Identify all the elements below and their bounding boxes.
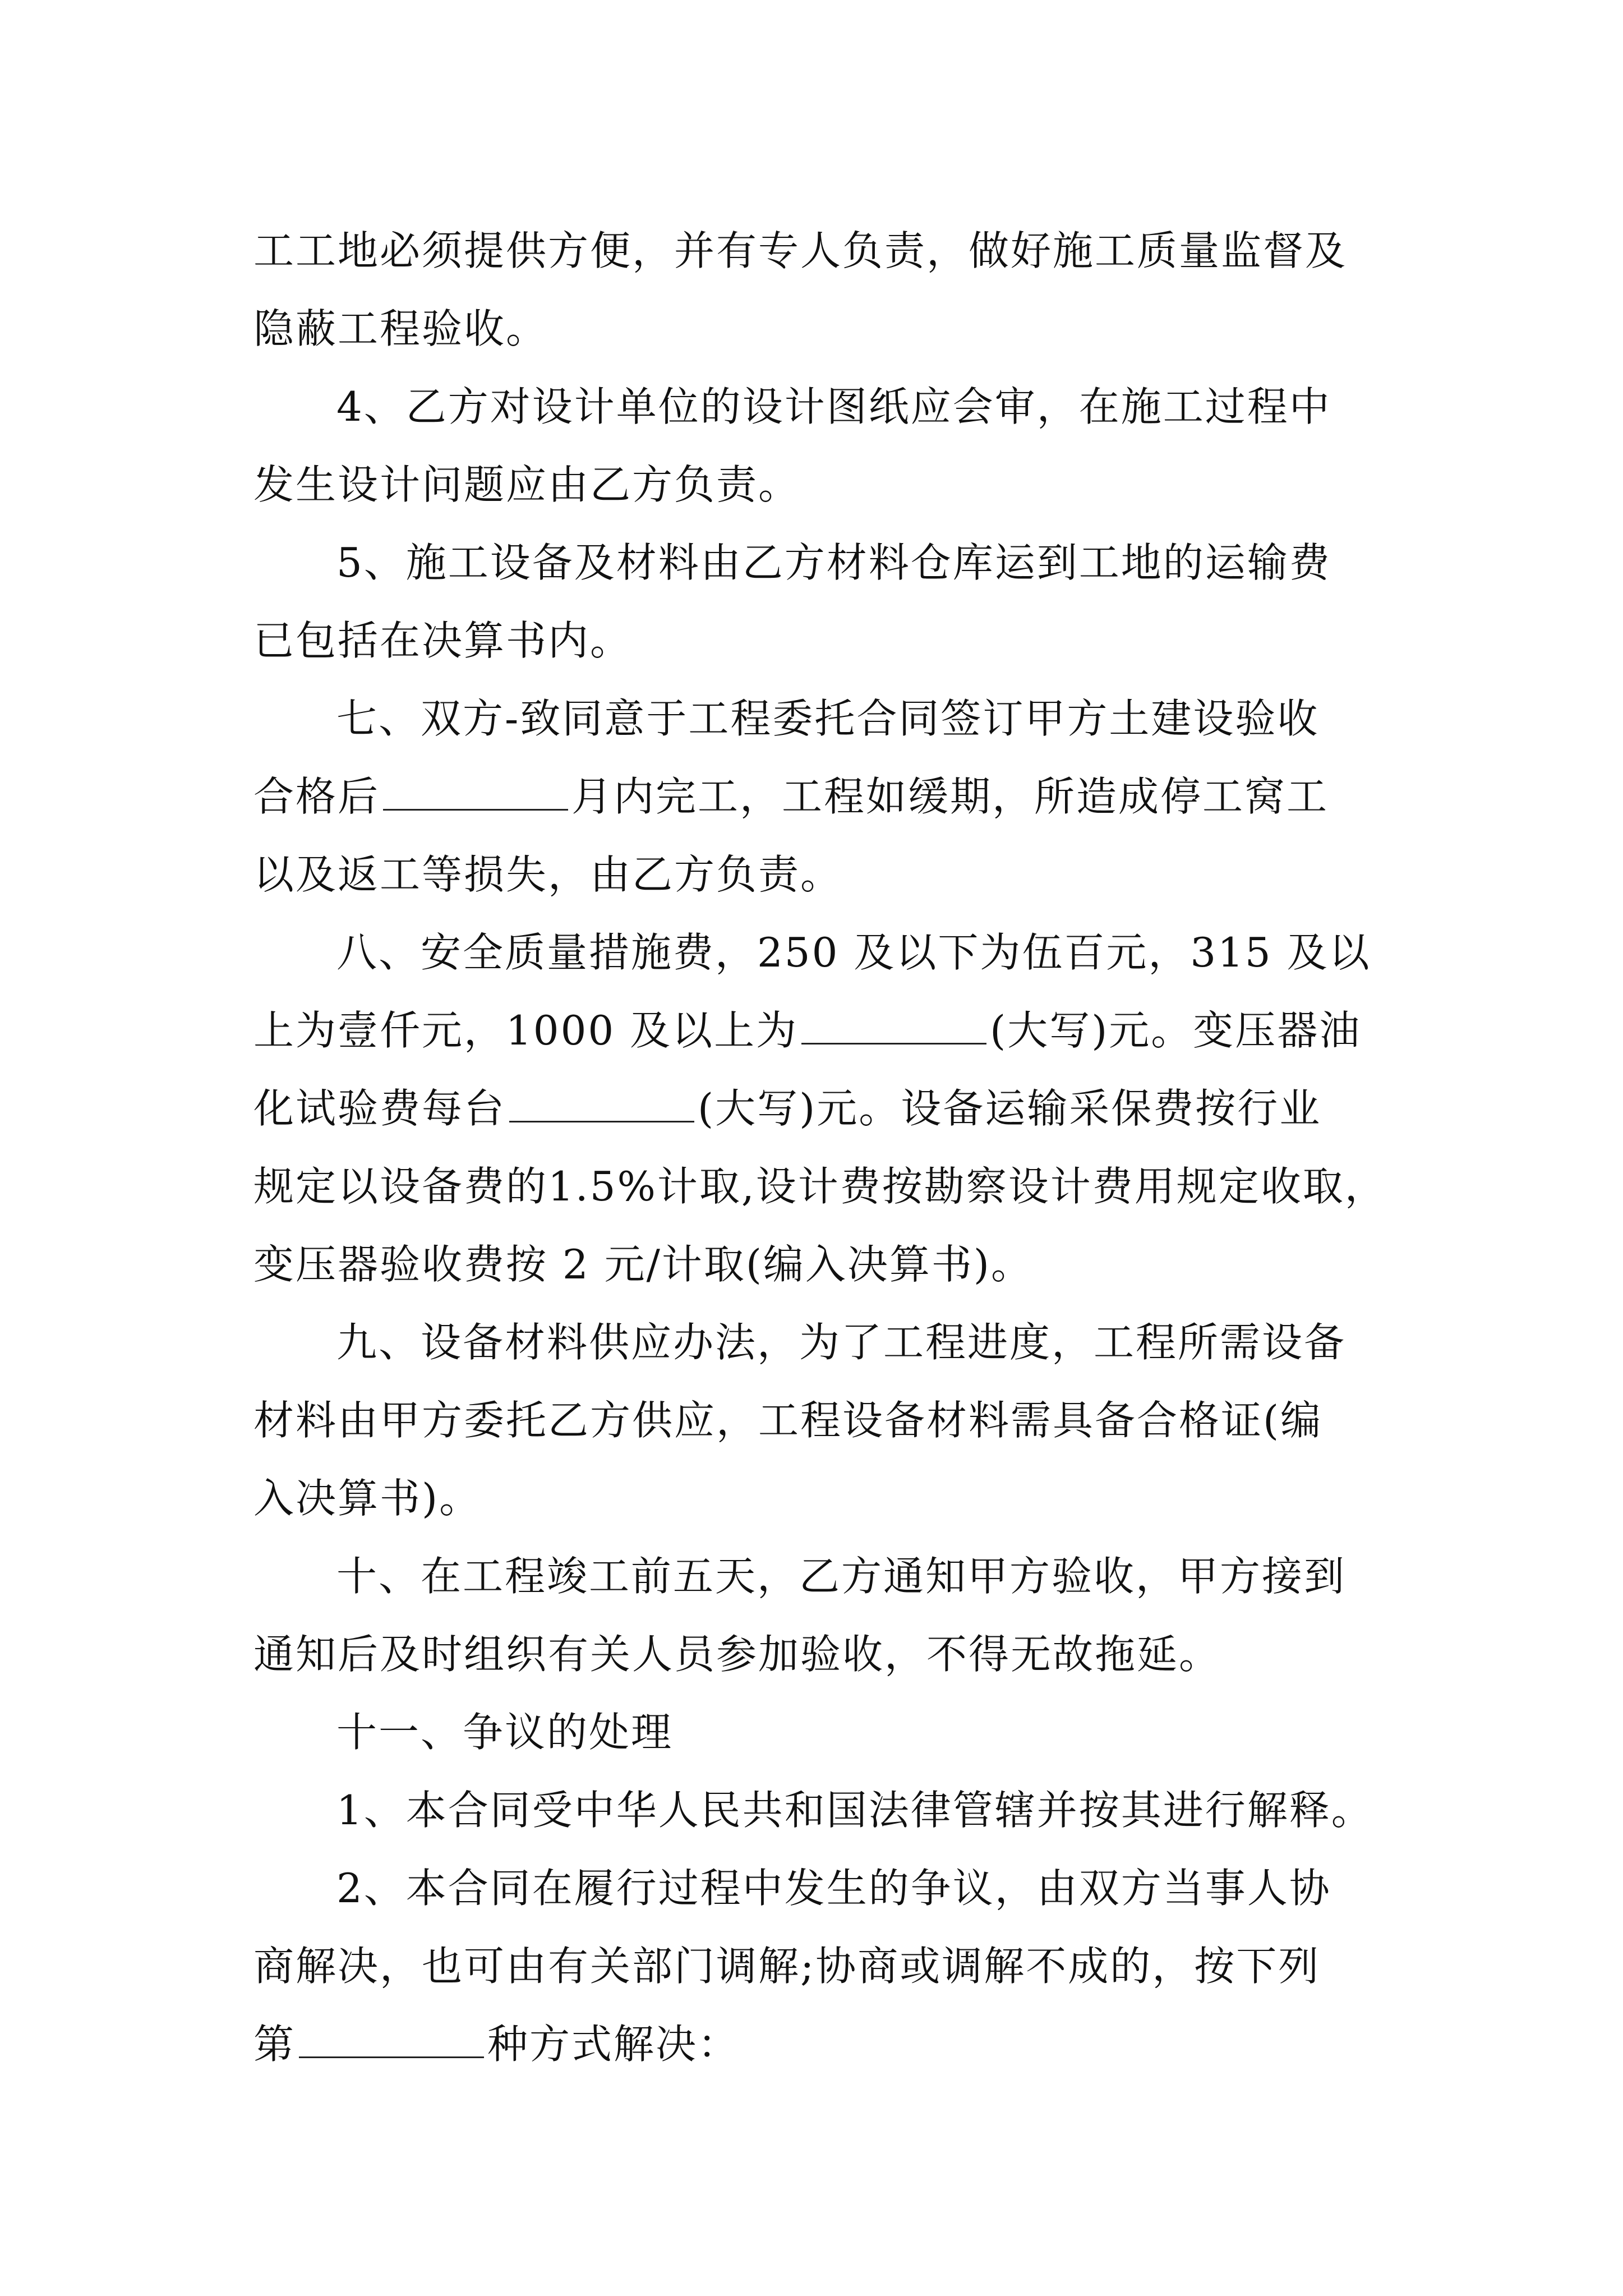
text-line-24-post: 种方式解决：: [487, 2021, 740, 2068]
text-line-17: 入决算书)。: [253, 1475, 482, 1522]
text-line-21: 1、本合同受中华人民共和国法律管辖并按其进行解释。: [336, 1787, 1373, 1834]
text-line-6: 已包括在决算书内。: [253, 617, 633, 664]
fill-in-blank-months[interactable]: [383, 775, 568, 811]
text-line-8-pre: 合格后: [253, 773, 380, 820]
text-line-11: [253, 992, 1381, 1070]
text-line-10: 八、安全质量措施费，250 及以下为伍百元，315 及以: [336, 929, 1371, 976]
fill-in-blank-oil-test-fee[interactable]: [509, 1087, 694, 1122]
text-line-13: 规定以设备费的1.5%计取,设计费按勘察设计费用规定收取，: [253, 1163, 1387, 1210]
text-line-18: 十、在工程竣工前五天，乙方通知甲方验收，甲方接到: [336, 1553, 1347, 1600]
text-line-9: 以及返工等损失，由乙方负责。: [253, 851, 843, 898]
section-heading-disputes: 十一、争议的处理: [336, 1709, 674, 1756]
text-line-8: [253, 758, 1381, 836]
text-line-2: 隐蔽工程验收。: [253, 305, 548, 352]
fill-in-blank-amount-1000[interactable]: [801, 1009, 986, 1045]
text-line-1: 工工地必须提供方便，并有专人负责，做好施工质量监督及: [253, 227, 1348, 274]
text-line-16: 材料由甲方委托乙方供应，工程设备材料需具备合格证(编: [253, 1397, 1323, 1444]
text-line-15: 九、设备材料供应办法，为了工程进度，工程所需设备: [336, 1319, 1347, 1366]
text-line-4: 发生设计问题应由乙方负责。: [253, 461, 801, 508]
text-line-7: 七、双方-致同意于工程委托合同签订甲方土建设验收: [336, 695, 1320, 742]
text-line-12-post: (大写)元。设备运输采保费按行业: [698, 1085, 1322, 1132]
text-line-24-pre: 第: [253, 2021, 296, 2068]
document-body: [253, 212, 1387, 2083]
text-line-11-pre: 上为壹仟元，1000 及以上为: [253, 1007, 799, 1054]
text-line-22: 2、本合同在履行过程中发生的争议，由双方当事人协: [336, 1865, 1331, 1912]
text-line-19: 通知后及时组织有关人员参加验收，不得无故拖延。: [253, 1631, 1221, 1678]
fill-in-blank-method[interactable]: [299, 2023, 484, 2058]
text-line-23: 商解决，也可由有关部门调解;协商或调解不成的，按下列: [253, 1943, 1321, 1990]
text-line-8-post: 月内完工，工程如缓期，所造成停工窝工: [571, 773, 1329, 820]
text-line-5: 5、施工设备及材料由乙方材料仓库运到工地的运输费: [336, 539, 1331, 586]
text-line-3: 4、乙方对设计单位的设计图纸应会审，在施工过程中: [336, 383, 1331, 430]
text-line-12-pre: 化试验费每台: [253, 1085, 506, 1132]
text-line-24: [253, 2005, 1381, 2083]
text-line-14: 变压器验收费按 2 元/计取(编入决算书)。: [253, 1241, 1034, 1288]
text-line-12: [253, 1070, 1381, 1148]
text-line-11-post: (大写)元。变压器油: [990, 1007, 1362, 1054]
